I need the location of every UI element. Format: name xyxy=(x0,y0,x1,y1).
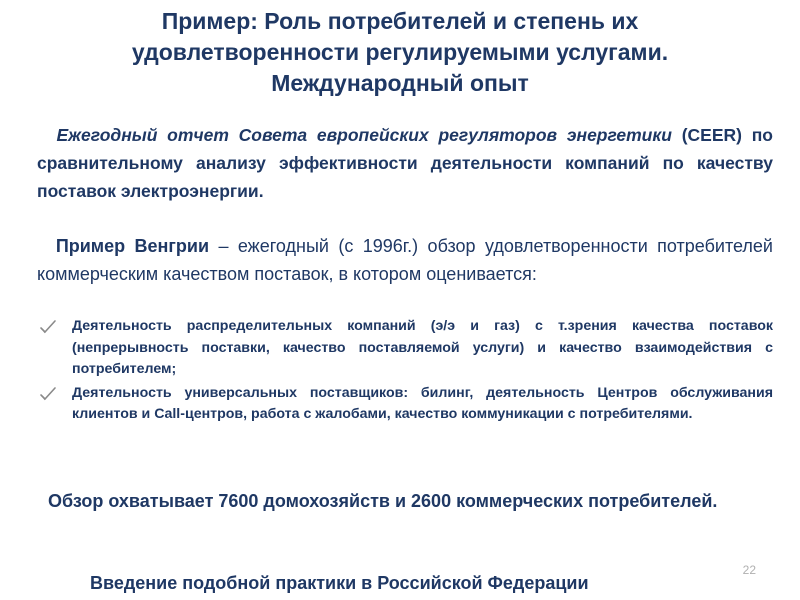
hungary-example-paragraph xyxy=(37,232,773,288)
ceer-report-paragraph xyxy=(37,121,773,205)
slide-title xyxy=(40,6,760,99)
title-line-2: удовлетворенности регулируемыми услугами. xyxy=(131,39,669,65)
page-number: 22 xyxy=(742,563,756,577)
survey-coverage-paragraph: Обзор охватывает 7600 домохозяйств и 2600 коммерческих потребителей. xyxy=(48,491,718,511)
bullet-text: Деятельность распределительных компаний (э/э и газ) с т.зрения качества поставок (непрерывность поставки, качество поставляемой услуги) и качество взаимодействия с потребителем; xyxy=(72,318,773,378)
ceer-report-lead: Ежегодный отчет Совета европейских регуляторов энергетики xyxy=(56,125,672,145)
hungary-example-text: – ежегодный (с 1996г.) обзор удовлетворенности потребителей коммерческим качеством поставок, в котором оценивается: xyxy=(37,236,773,284)
evaluation-bullet-list xyxy=(37,316,773,428)
bullet-text: Деятельность универсальных поставщиков: билинг, деятельность Центров обслуживания клиентов и Call-центров, работа с жалобами, качество коммуникации с потребителями. xyxy=(72,384,773,423)
title-line-3: Международный опыт xyxy=(271,70,529,96)
russia-practice-paragraph: Введение подобной практики в Российской Федерации xyxy=(90,573,589,593)
bullet-item-suppliers xyxy=(37,383,773,426)
checkmark-icon xyxy=(39,319,57,335)
hungary-example-lead: Пример Венгрии xyxy=(55,236,210,256)
title-line-1: Пример: Роль потребителей и степень их xyxy=(161,8,639,34)
checkmark-icon xyxy=(39,386,57,402)
bullet-item-distribution xyxy=(37,316,773,381)
ceer-report-text: (CEER) по сравнительному анализу эффективности деятельности компаний по качеству поставок электроэнергии. xyxy=(37,125,773,201)
